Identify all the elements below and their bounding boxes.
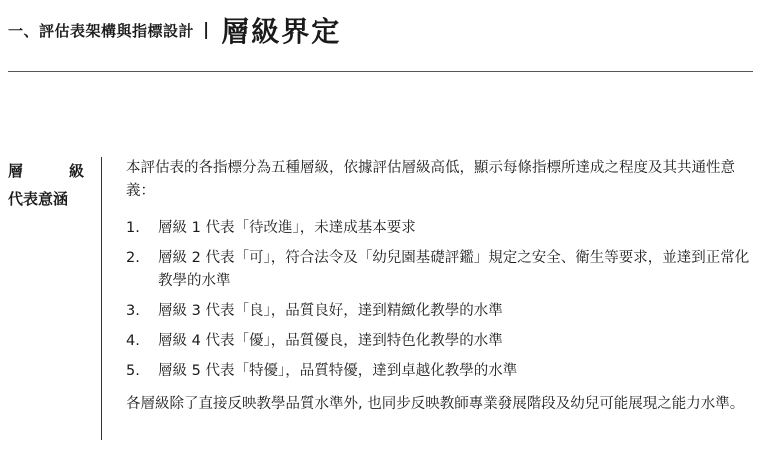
section-label xyxy=(8,157,84,213)
list-item xyxy=(126,247,756,293)
list-item-number: 3. xyxy=(126,303,140,319)
list-item-text: 層級 1 代表「待改進」，未達成基本要求 xyxy=(158,220,416,236)
intro-paragraph: 本評估表的各指標分為五種層級，依據評估層級高低，顯示每條指標所達成之程度及其共通性意義： xyxy=(126,160,735,199)
section-label-char1: 層 xyxy=(8,162,24,180)
breadcrumb: 一、評估表架構與指標設計 xyxy=(8,21,195,40)
list-item xyxy=(126,360,756,383)
list-item xyxy=(126,330,756,353)
closing-paragraph: 各層級除了直接反映教學品質水準外, 也同步反映教師專業發展階段及幼兒可能展現之能力水準。 xyxy=(126,396,745,412)
section-label-char2: 級 xyxy=(68,162,84,180)
title-separator: | xyxy=(203,20,210,40)
section-label-line1 xyxy=(8,157,84,185)
levels-list xyxy=(126,217,756,383)
list-item-text: 層級 3 代表「良」，品質良好，達到精緻化教學的水準 xyxy=(158,303,503,319)
list-item-number: 2. xyxy=(126,250,140,266)
section-content xyxy=(126,157,756,416)
section-label-line2: 代表意涵 xyxy=(8,190,69,208)
page-title: 層級界定 xyxy=(221,15,342,48)
page-header xyxy=(8,8,341,52)
list-item-text: 層級 2 代表「可」，符合法令及「幼兒園基礎評鑑」規定之安全、衛生等要求，並達到正常化教學的水準 xyxy=(158,250,750,289)
list-item xyxy=(126,217,756,240)
vertical-divider xyxy=(101,157,102,440)
list-item-text: 層級 4 代表「優」，品質優良，達到特色化教學的水準 xyxy=(158,333,503,349)
list-item-number: 1. xyxy=(126,220,140,236)
list-item-number: 5. xyxy=(126,363,140,379)
header-divider xyxy=(8,71,753,72)
list-item xyxy=(126,300,756,323)
list-item-number: 4. xyxy=(126,333,140,349)
list-item-text: 層級 5 代表「特優」，品質特優，達到卓越化教學的水準 xyxy=(158,363,518,379)
